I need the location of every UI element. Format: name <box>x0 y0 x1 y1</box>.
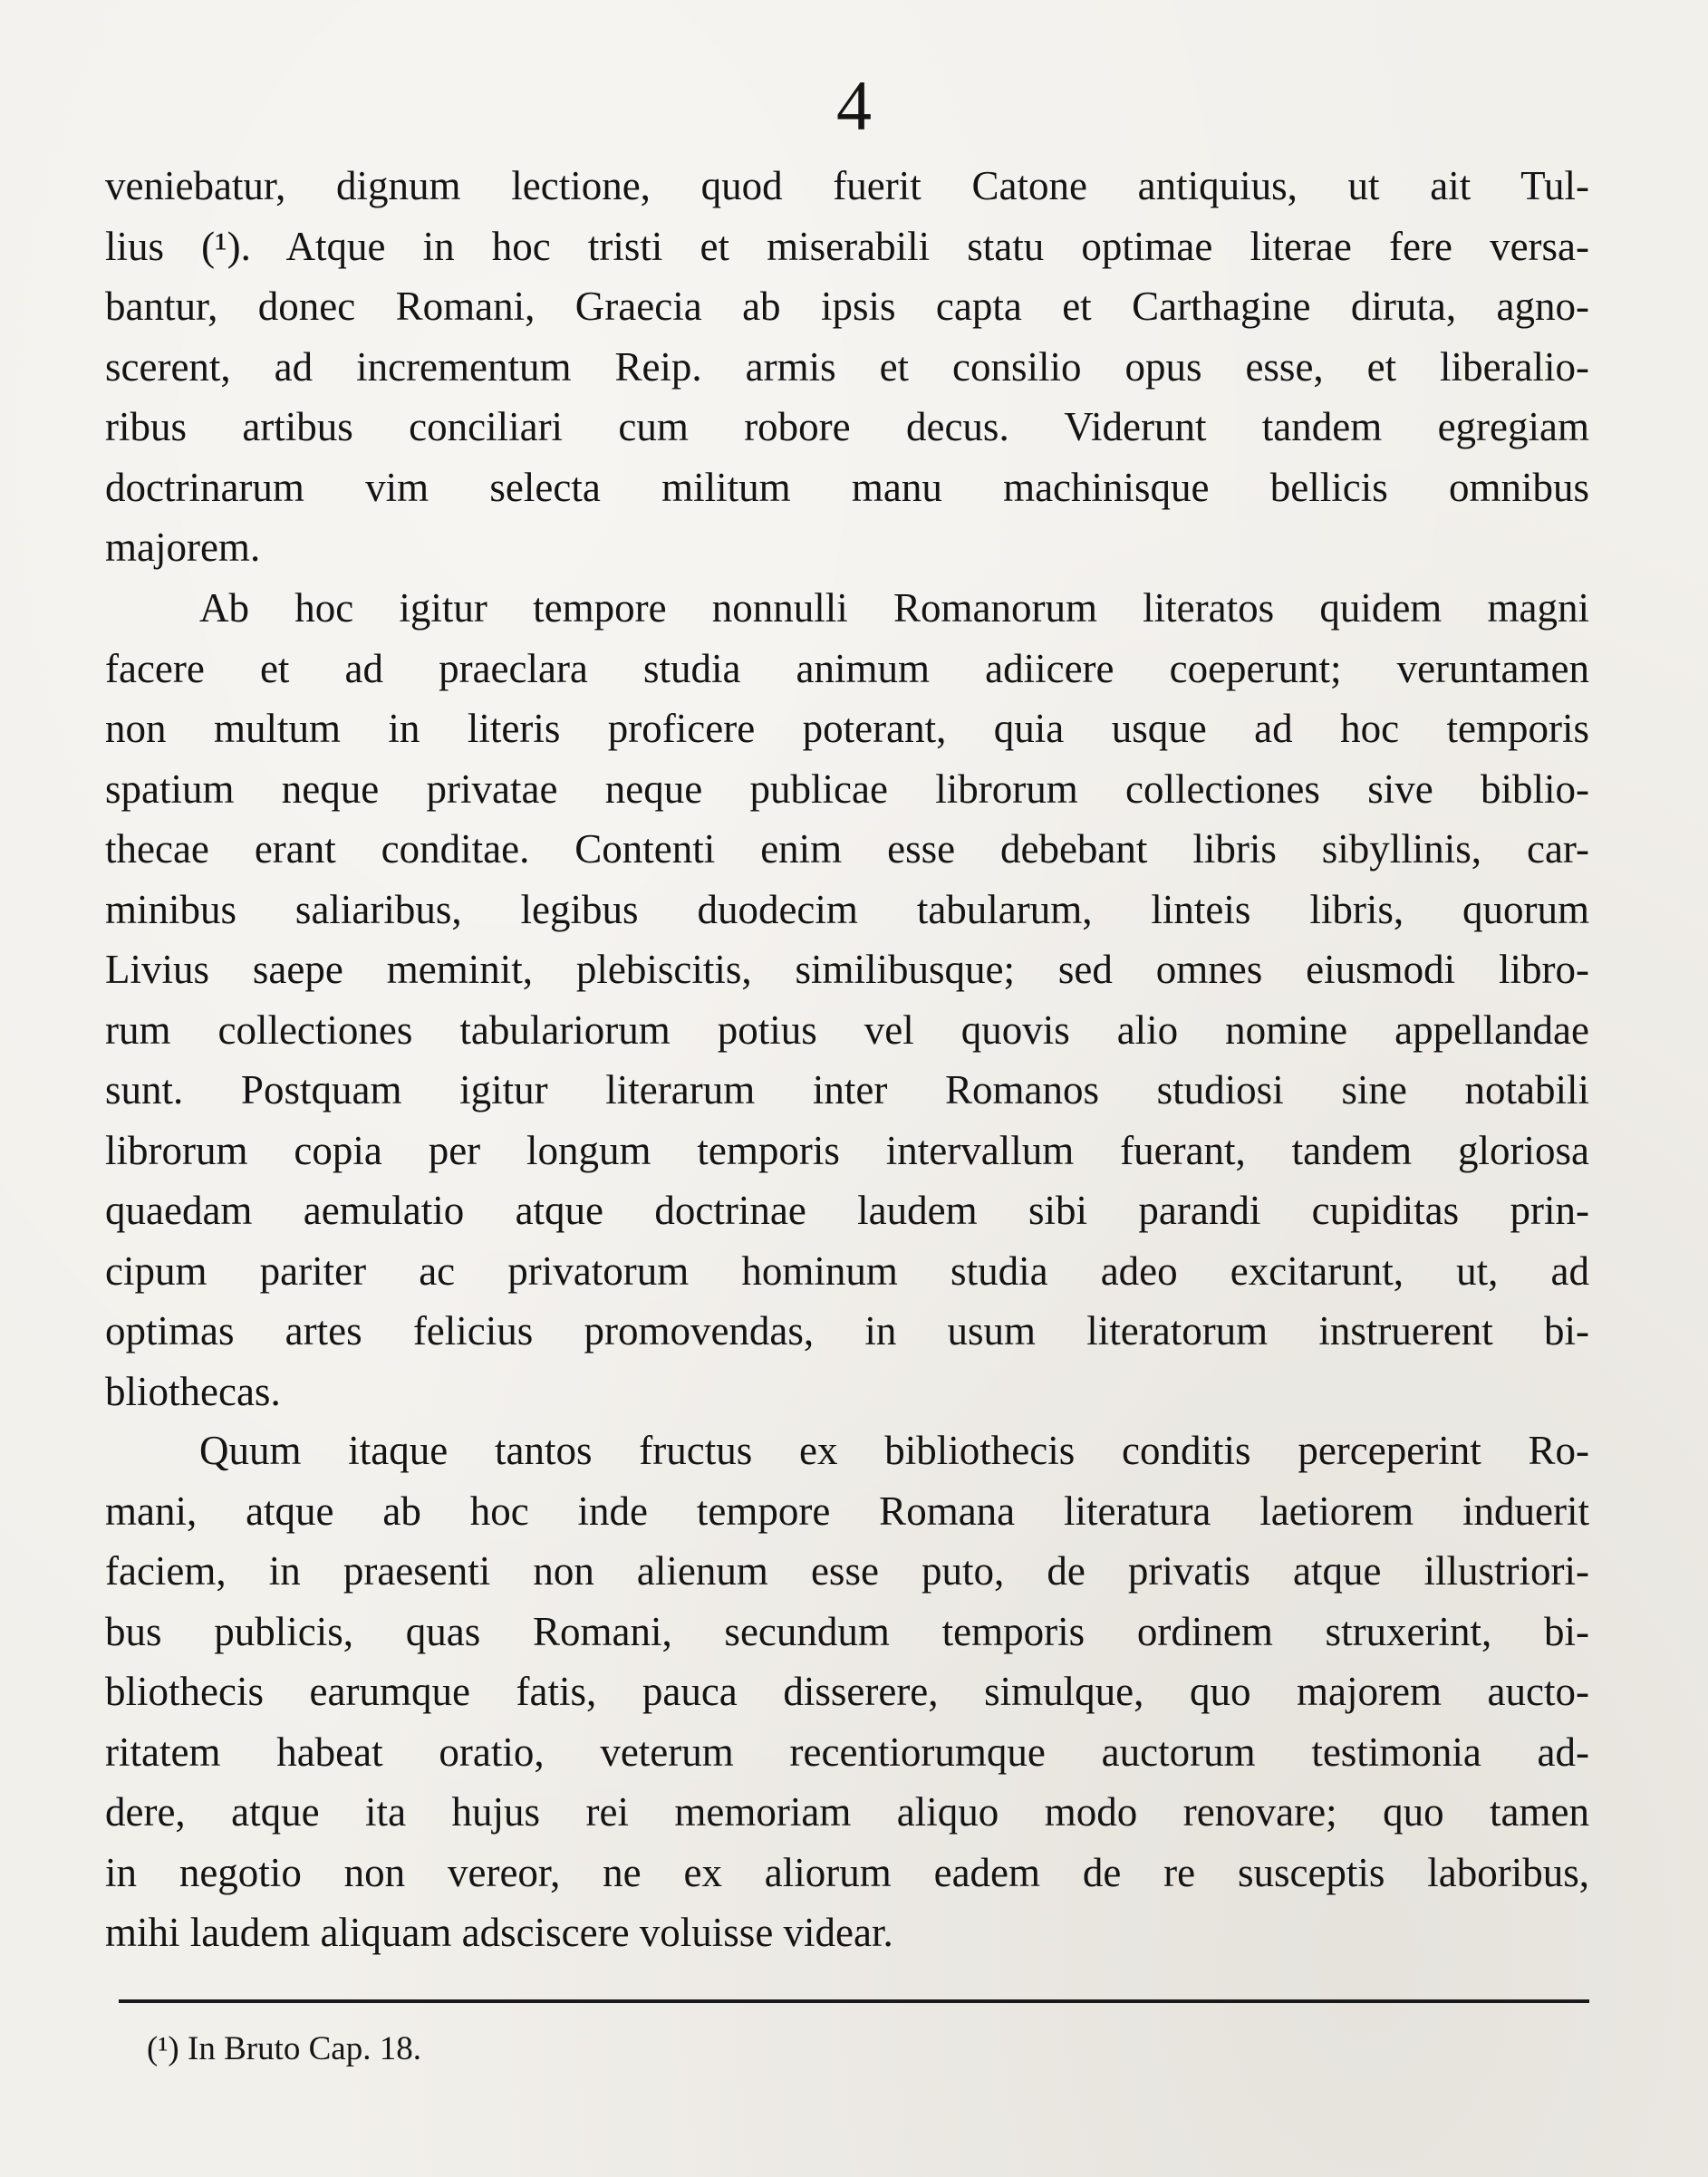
paragraph-1 <box>105 156 1589 578</box>
text-line: minibus saliaribus, legibus duodecim tabularum, linteis libris, quorum <box>105 886 1589 932</box>
text-line: bliothecas. <box>105 1368 281 1414</box>
footnote-marker: (¹) <box>147 2030 179 2067</box>
paragraph-3 <box>105 1421 1589 1963</box>
text-line: Quum itaque tantos fructus ex bibliothecis conditis perceperint Ro- <box>199 1428 1589 1473</box>
text-line: faciem, in praesenti non alienum esse puto, de privatis atque illustriori- <box>105 1548 1589 1594</box>
footnote-text: In Bruto Cap. 18. <box>188 2030 421 2067</box>
paragraph-2 <box>105 578 1589 1421</box>
text-line: cipum pariter ac privatorum hominum studia adeo excitarunt, ut, ad <box>105 1247 1589 1294</box>
text-line: bantur, donec Romani, Graecia ab ipsis capta et Carthagine diruta, agno- <box>105 284 1589 329</box>
text-line: mihi laudem aliquam adsciscere voluisse videar. <box>105 1910 893 1955</box>
text-line: lius (¹). Atque in hoc tristi et miserabili statu optimae literae fere versa- <box>105 223 1589 269</box>
text-line: bliothecis earumque fatis, pauca disserere, simulque, quo majorem aucto- <box>105 1669 1589 1714</box>
text-line: ritatem habeat oratio, veterum recentiorumque auctorum testimonia ad- <box>105 1729 1589 1775</box>
text-line: thecae erant conditae. Contenti enim esse debebant libris sibyllinis, car- <box>105 826 1589 872</box>
footnote-1 <box>147 2029 421 2069</box>
text-line: optimas artes felicius promovendas, in usum literatorum instruerent bi- <box>105 1308 1589 1353</box>
text-line: spatium neque privatae neque publicae librorum collectiones sive biblio- <box>105 766 1589 812</box>
text-line: sunt. Postquam igitur literarum inter Romanos studiosi sine notabili <box>105 1067 1589 1113</box>
text-line: facere et ad praeclara studia animum adiicere coeperunt; veruntamen <box>105 645 1589 691</box>
footnote-divider <box>119 1999 1589 2003</box>
text-line: doctrinarum vim selecta militum manu machinisque bellicis omnibus <box>105 464 1589 510</box>
text-line: non multum in literis proficere poterant, quia usque ad hoc temporis <box>105 706 1589 751</box>
text-line: in negotio non vereor, ne ex aliorum eadem de re susceptis laboribus, <box>105 1849 1589 1895</box>
page-number: 4 <box>836 66 872 145</box>
text-line: ribus artibus conciliari cum robore decus. Viderunt tandem egregiam <box>105 404 1589 449</box>
text-line: Ab hoc igitur tempore nonnulli Romanorum literatos quidem magni <box>199 585 1589 631</box>
text-line: librorum copia per longum temporis intervallum fuerant, tandem gloriosa <box>105 1127 1589 1173</box>
text-line: majorem. <box>105 525 261 570</box>
text-line: rum collectiones tabulariorum potius vel quovis alio nomine appellandae <box>105 1007 1589 1053</box>
text-line: bus publicis, quas Romani, secundum temporis ordinem struxerint, bi- <box>105 1608 1589 1654</box>
text-line: dere, atque ita hujus rei memoriam aliquo modo renovare; quo tamen <box>105 1789 1589 1835</box>
text-line: scerent, ad incrementum Reip. armis et consilio opus esse, et liberalio- <box>105 343 1589 390</box>
text-line: Livius saepe meminit, plebiscitis, similibusque; sed omnes eiusmodi libro- <box>105 947 1589 992</box>
text-line: quaedam aemulatio atque doctrinae laudem sibi parandi cupiditas prin- <box>105 1188 1589 1233</box>
text-line: mani, atque ab hoc inde tempore Romana literatura laetiorem induerit <box>105 1488 1589 1534</box>
text-line: veniebatur, dignum lectione, quod fuerit Catone antiquius, ut ait Tul- <box>105 163 1589 208</box>
